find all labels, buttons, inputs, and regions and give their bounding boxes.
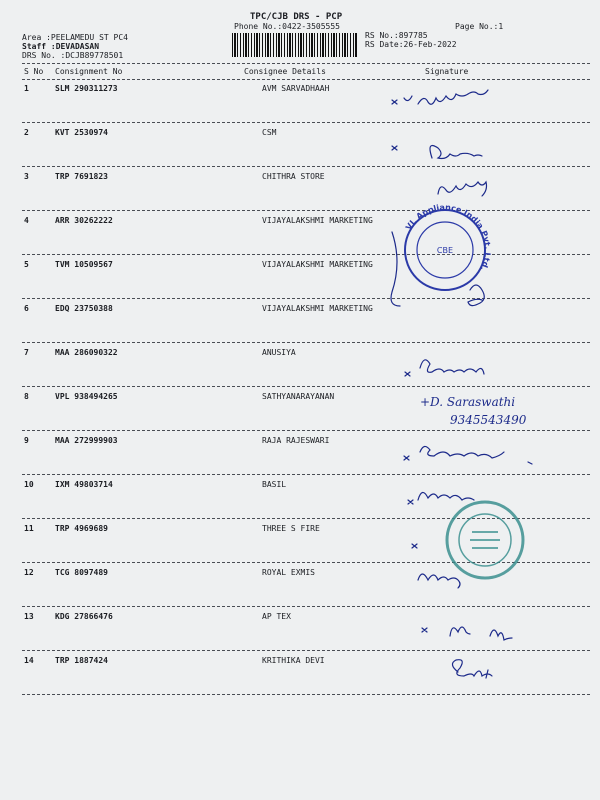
row-consignment: IXM 49803714 bbox=[55, 480, 113, 489]
stamp-center: CBE bbox=[436, 246, 454, 255]
row-consignee: VIJAYALAKSHMI MARKETING bbox=[262, 260, 373, 269]
row-consignee: VIJAYALAKSHMI MARKETING bbox=[262, 216, 373, 225]
row-sno: 11 bbox=[24, 524, 34, 533]
row-consignee: THREE S FIRE bbox=[262, 524, 320, 533]
column-header-signature: Signature bbox=[425, 67, 469, 76]
row-sno: 12 bbox=[24, 568, 34, 577]
rs-date: RS Date:26-Feb-2022 bbox=[365, 40, 457, 49]
row-sno: 10 bbox=[24, 480, 34, 489]
row-sno: 5 bbox=[24, 260, 29, 269]
row-consignee: CSM bbox=[262, 128, 277, 137]
handwritten-phone-row8: 9345543490 bbox=[450, 413, 527, 427]
row-consignment: TRP 4969689 bbox=[55, 524, 108, 533]
phone-number: Phone No.:0422-3505555 bbox=[234, 22, 340, 31]
row-consignment: TVM 10509567 bbox=[55, 260, 113, 269]
row-sno: 6 bbox=[24, 304, 29, 313]
row-consignee: KRITHIKA DEVI bbox=[262, 656, 325, 665]
column-header-sno: S No bbox=[24, 67, 44, 76]
row-consignment: KDG 27866476 bbox=[55, 612, 113, 621]
rs-number: RS No.:897785 bbox=[365, 31, 428, 40]
row-consignment: ARR 30262222 bbox=[55, 216, 113, 225]
handwritten-name-row8: +D. Saraswathi bbox=[420, 395, 516, 409]
column-header-consignment: Consignment No bbox=[55, 67, 123, 76]
drs-number: DRS No. :DCJB89778501 bbox=[22, 51, 124, 60]
row-consignee: VIJAYALAKSHMI MARKETING bbox=[262, 304, 373, 313]
row-consignee: AP TEX bbox=[262, 612, 291, 621]
row-consignee: SATHYANARAYANAN bbox=[262, 392, 335, 401]
row-consignment: TRP 7691823 bbox=[55, 172, 108, 181]
row-consignee: ROYAL EXMIS bbox=[262, 568, 315, 577]
column-header-consignee: Consignee Details bbox=[244, 67, 326, 76]
row-consignment: TCG 8097489 bbox=[55, 568, 108, 577]
document-title: TPC/CJB DRS - PCP bbox=[250, 12, 343, 22]
row-consignee: BASIL bbox=[262, 480, 287, 489]
row-consignee: CHITHRA STORE bbox=[262, 172, 325, 181]
row-sno: 3 bbox=[24, 172, 29, 181]
row-sno: 2 bbox=[24, 128, 29, 137]
row-consignment: SLM 290311273 bbox=[55, 84, 118, 93]
row-consignment: VPL 938494265 bbox=[55, 392, 118, 401]
row-consignee: RAJA RAJESWARI bbox=[262, 436, 330, 445]
row-sno: 1 bbox=[24, 84, 29, 93]
row-consignee: ANUSIYA bbox=[262, 348, 296, 357]
row-consignment: MAA 286090322 bbox=[55, 348, 118, 357]
row-sno: 8 bbox=[24, 392, 29, 401]
row-consignee: AVM SARVADHAAH bbox=[262, 84, 330, 93]
row-consignment: EDQ 23750388 bbox=[55, 304, 113, 313]
row-consignment: TRP 1887424 bbox=[55, 656, 108, 665]
row-consignment: KVT 2530974 bbox=[55, 128, 108, 137]
staff-label: Staff :DEVADASAN bbox=[22, 42, 100, 51]
row-sno: 4 bbox=[24, 216, 29, 225]
row-sno: 13 bbox=[24, 612, 34, 621]
area-label: Area :PEELAMEDU ST PC4 bbox=[22, 33, 128, 42]
row-sno: 14 bbox=[24, 656, 34, 665]
page-number: Page No.:1 bbox=[455, 22, 504, 31]
row-sno: 7 bbox=[24, 348, 29, 357]
row-consignment: MAA 272999903 bbox=[55, 436, 118, 445]
row-sno: 9 bbox=[24, 436, 29, 445]
stamp-text: VL Appliance India Pvt. Ltd. bbox=[403, 202, 493, 273]
